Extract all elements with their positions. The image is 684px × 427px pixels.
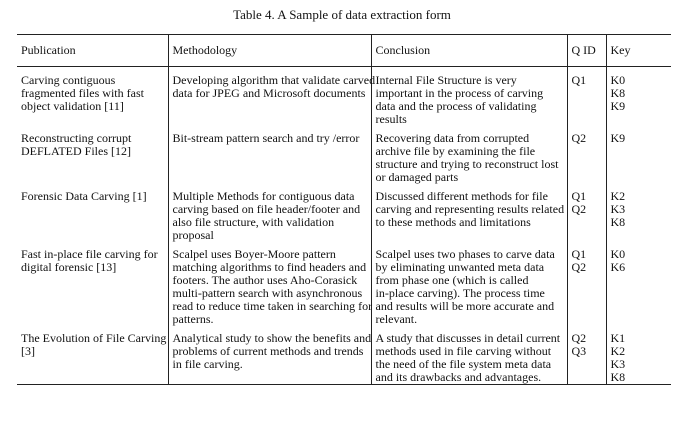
table-body xyxy=(17,67,671,385)
methodology-text-line: Developing algorithm that validate carved xyxy=(172,73,376,87)
publication-text-line: Reconstructing corrupt xyxy=(21,131,132,145)
table-row xyxy=(17,184,671,242)
table-caption: Table 4. A Sample of data extraction form xyxy=(233,7,451,22)
methodology-text-line: patterns. xyxy=(172,312,214,326)
qid-text-line: Q1 xyxy=(571,247,587,261)
key-text-line: K3 xyxy=(610,357,626,371)
qid-text-line: Q2 xyxy=(571,331,587,345)
methodology-text-line: problems of current methods and trends xyxy=(172,344,364,358)
methodology-text-line: carving based on file header/footer and xyxy=(172,202,361,216)
qid-text-line: Q2 xyxy=(571,260,587,274)
conclusion-cell xyxy=(371,326,567,385)
methodology-cell xyxy=(168,326,371,385)
conclusion-cell xyxy=(371,126,567,184)
key-cell xyxy=(606,67,671,127)
conclusion-text-line: important in the process of carving xyxy=(375,86,544,100)
conclusion-text-line: archive file by examining the file xyxy=(375,144,536,158)
conclusion-text-line: and results will be more accurate and xyxy=(375,299,555,313)
publication-text-line: Carving contiguous xyxy=(21,73,116,87)
methodology-cell xyxy=(168,126,371,184)
methodology-text-line: read to reduce time taken in searching for xyxy=(172,299,373,313)
column-header-conclusion: Conclusion xyxy=(371,35,567,67)
key-cell xyxy=(606,126,671,184)
conclusion-text-line: Scalpel uses two phases to carve data xyxy=(375,247,555,261)
qid-text-line: Q1 xyxy=(571,189,587,203)
methodology-cell xyxy=(168,242,371,326)
methodology-text-line: footers. The author uses Aho-Corasick xyxy=(172,273,358,287)
conclusion-text-line: structure and trying to reconstruct lost xyxy=(375,157,559,171)
publication-text-line: object validation [11] xyxy=(21,99,124,113)
key-text-line: K3 xyxy=(610,202,626,216)
publication-text-line: Fast in-place file carving for xyxy=(21,247,158,261)
publication-cell xyxy=(17,67,168,127)
publication-cell xyxy=(17,242,168,326)
publication-cell xyxy=(17,184,168,242)
conclusion-cell xyxy=(371,242,567,326)
methodology-cell xyxy=(168,67,376,127)
qid-text-line: Q2 xyxy=(571,202,587,216)
conclusion-cell xyxy=(371,184,567,242)
qid-text-line: Q3 xyxy=(571,344,587,358)
qid-text-line: Q2 xyxy=(571,131,587,145)
conclusion-text-line: relevant. xyxy=(375,312,418,326)
key-text-line: K6 xyxy=(610,260,626,274)
column-header-publication: Publication xyxy=(17,35,168,67)
header-row xyxy=(17,35,671,67)
table-row xyxy=(17,242,671,326)
column-header-methodology: Methodology xyxy=(168,35,371,67)
data-extraction-table xyxy=(17,34,671,385)
conclusion-text-line: Recovering data from corrupted xyxy=(375,131,530,145)
key-cell xyxy=(606,184,671,242)
key-text-line: K9 xyxy=(610,131,626,145)
conclusion-text-line: in-place carving). The process time xyxy=(375,286,545,300)
key-text-line: K1 xyxy=(610,331,626,345)
key-text-line: K8 xyxy=(610,215,626,229)
conclusion-text-line: and its drawbacks and advantages. xyxy=(375,370,542,384)
key-text-line: K2 xyxy=(610,189,626,203)
conclusion-cell xyxy=(371,67,567,127)
key-cell xyxy=(606,242,671,326)
publication-text-line: fragmented files with fast xyxy=(21,86,144,100)
methodology-text-line: matching algorithms to find headers and xyxy=(172,260,367,274)
publication-text-line: DEFLATED Files [12] xyxy=(21,144,131,158)
table-row xyxy=(17,126,671,184)
table-row xyxy=(17,67,671,127)
publication-cell xyxy=(17,126,168,184)
methodology-cell xyxy=(168,184,371,242)
conclusion-text-line: from phase one (which is called xyxy=(375,273,529,287)
publication-text-line: [3] xyxy=(21,344,35,358)
conclusion-text-line: the need of the file system meta data xyxy=(375,357,552,371)
methodology-text-line: data for JPEG and Microsoft documents xyxy=(172,86,366,100)
conclusion-text-line: by eliminating unwanted meta data xyxy=(375,260,545,274)
key-text-line: K9 xyxy=(610,99,626,113)
column-header-key: Key xyxy=(606,35,671,67)
publication-text-line: The Evolution of File Carving xyxy=(21,331,167,345)
qid-cell xyxy=(567,184,606,242)
methodology-text-line: multi-pattern search with asynchronous xyxy=(172,286,363,300)
qid-cell xyxy=(567,326,606,385)
qid-cell xyxy=(567,67,606,127)
column-header-qid: Q ID xyxy=(567,35,606,67)
conclusion-text-line: methods used in file carving without xyxy=(375,344,552,358)
conclusion-text-line: to these methods and limitations xyxy=(375,215,531,229)
methodology-text-line: Analytical study to show the benefits and xyxy=(172,331,372,345)
conclusion-text-line: Internal File Structure is very xyxy=(375,73,517,87)
methodology-text-line: proposal xyxy=(172,228,214,242)
key-text-line: K8 xyxy=(610,86,626,100)
conclusion-text-line: A study that discusses in detail current xyxy=(375,331,561,345)
qid-cell xyxy=(567,126,606,184)
key-cell xyxy=(606,326,671,385)
conclusion-text-line: results xyxy=(375,112,407,126)
key-text-line: K0 xyxy=(610,247,626,261)
conclusion-text-line: or damaged parts xyxy=(375,170,459,184)
methodology-text-line: Scalpel uses Boyer-Moore pattern xyxy=(172,247,336,261)
publication-text-line: Forensic Data Carving [1] xyxy=(21,189,147,203)
conclusion-text-line: Discussed different methods for file xyxy=(375,189,548,203)
publication-text-line: digital forensic [13] xyxy=(21,260,117,274)
key-text-line: K8 xyxy=(610,370,626,384)
qid-cell xyxy=(567,242,606,326)
key-text-line: K0 xyxy=(610,73,626,87)
methodology-text-line: in file carving. xyxy=(172,357,243,371)
conclusion-text-line: data and the process of validating xyxy=(375,99,537,113)
qid-text-line: Q1 xyxy=(571,73,587,87)
methodology-text-line: Multiple Methods for contiguous data xyxy=(172,189,355,203)
conclusion-text-line: carving and representing results related xyxy=(375,202,565,216)
publication-cell xyxy=(17,326,168,385)
table-header xyxy=(17,35,671,67)
methodology-text-line: also file structure, with validation xyxy=(172,215,335,229)
key-text-line: K2 xyxy=(610,344,626,358)
table-row xyxy=(17,326,671,385)
methodology-text-line: Bit-stream pattern search and try /error xyxy=(172,131,360,145)
